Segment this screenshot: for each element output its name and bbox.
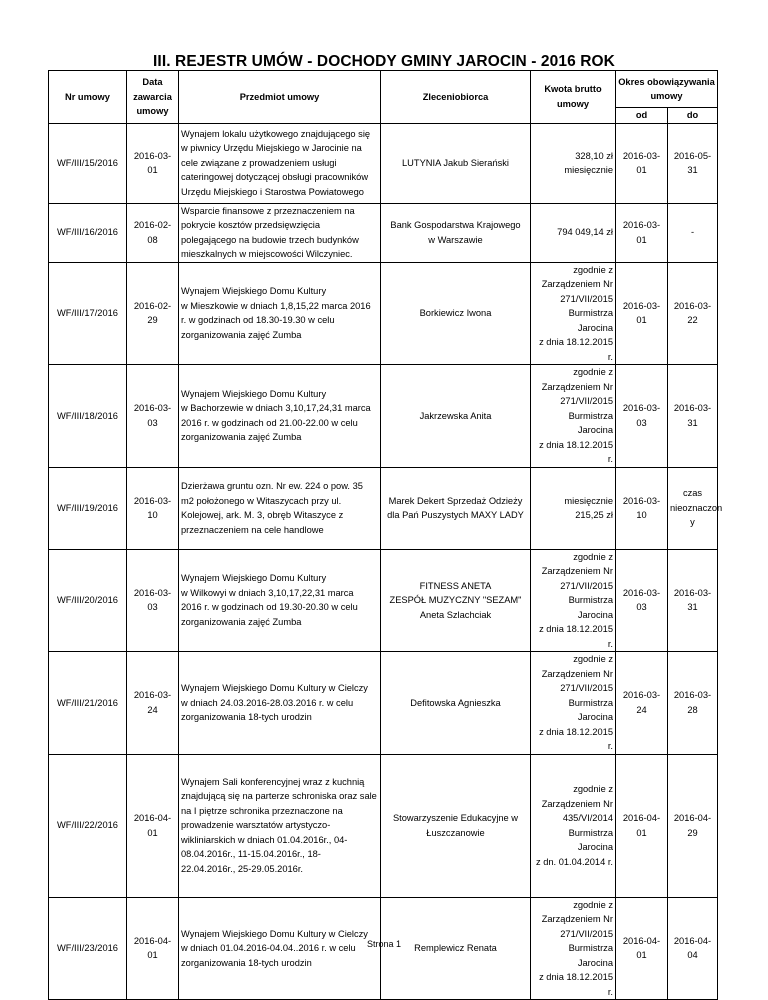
cell-from: 2016-03-10 [616,467,668,549]
table-row [49,549,718,652]
cell-amount: 794 049,14 zł [531,203,616,262]
header-nr: Nr umowy [49,71,127,124]
cell-date: 2016-03-03 [127,365,179,468]
cell-contractor: LUTYNIA Jakub Sierański [381,123,531,203]
cell-nr: WF/III/18/2016 [49,365,127,468]
cell-subject: Wynajem Wiejskiego Domu Kultury w Wilkowyi w dniach 3,10,17,22,31 marca 2016 r. w godzinach od 19.30-20.30 w celu zorganizowania zajęć Zumba [179,549,381,652]
cell-to: czas nieoznaczon y [668,467,718,549]
cell-date: 2016-03-24 [127,652,179,755]
cell-amount: zgodnie z Zarządzeniem Nr 271/VII/2015 Burmistrza Jarocina z dnia 18.12.2015 r. [531,549,616,652]
cell-from: 2016-03-24 [616,652,668,755]
cell-from: 2016-04-01 [616,754,668,897]
cell-from: 2016-03-01 [616,262,668,365]
page-title: III. REJESTR UMÓW - DOCHODY GMINY JAROCIN - 2016 ROK [153,53,615,70]
cell-nr: WF/III/16/2016 [49,203,127,262]
cell-nr: WF/III/15/2016 [49,123,127,203]
cell-amount: zgodnie z Zarządzeniem Nr 271/VII/2015 Burmistrza Jarocina z dnia 18.12.2015 r. [531,897,616,1000]
header-from: od [616,108,668,124]
cell-to: 2016-04-29 [668,754,718,897]
table-row [49,203,718,262]
header-amount: Kwota brutto umowy [531,71,616,124]
header-period: Okres obowiązywania umowy [616,71,718,108]
cell-amount: zgodnie z Zarządzeniem Nr 435/VI/2014 Burmistrza Jarocina z dn. 01.04.2014 r. [531,754,616,897]
cell-from: 2016-03-03 [616,365,668,468]
page-footer: Strona 1 [366,939,402,949]
table-row [49,365,718,468]
cell-to: 2016-03-28 [668,652,718,755]
cell-date: 2016-04-01 [127,897,179,1000]
cell-date: 2016-02-08 [127,203,179,262]
cell-contractor: Marek Dekert Sprzedaż Odzieży dla Pań Puszystych MAXY LADY [381,467,531,549]
cell-contractor: Bank Gospodarstwa Krajowego w Warszawie [381,203,531,262]
cell-contractor: Remplewicz Renata [381,897,531,1000]
table-row [49,123,718,203]
cell-contractor: Stowarzyszenie Edukacyjne w Łuszczanowie [381,754,531,897]
cell-nr: WF/III/21/2016 [49,652,127,755]
cell-to: - [668,203,718,262]
cell-date: 2016-04-01 [127,754,179,897]
cell-amount: zgodnie z Zarządzeniem Nr 271/VII/2015 Burmistrza Jarocina z dnia 18.12.2015 r. [531,652,616,755]
cell-nr: WF/III/23/2016 [49,897,127,1000]
header-to: do [668,108,718,124]
cell-date: 2016-02-29 [127,262,179,365]
cell-subject: Wynajem Wiejskiego Domu Kultury w Mieszkowie w dniach 1,8,15,22 marca 2016 r. w godzinach od 18.30-19.30 w celu zorganizowania zajęć Zumba [179,262,381,365]
cell-to: 2016-03-22 [668,262,718,365]
cell-date: 2016-03-01 [127,123,179,203]
contracts-table [48,70,723,1000]
cell-nr: WF/III/22/2016 [49,754,127,897]
cell-amount: miesięcznie 215,25 zł [531,467,616,549]
cell-nr: WF/III/20/2016 [49,549,127,652]
cell-to: 2016-05-31 [668,123,718,203]
cell-subject: Wynajem Wiejskiego Domu Kultury w Cielczy w dniach 01.04.2016-04.04..2016 r. w celu zorganizowania 18-tych urodzin [179,897,381,1000]
cell-date: 2016-03-10 [127,467,179,549]
cell-from: 2016-03-03 [616,549,668,652]
cell-subject: Wynajem Wiejskiego Domu Kultury w Bachorzewie w dniach 3,10,17,24,31 marca 2016 r. w godzinach od 21.00-22.00 w celu zorganizowania zajęć Zumba [179,365,381,468]
header-date: Data zawarcia umowy [127,71,179,124]
cell-to: 2016-04-04 [668,897,718,1000]
cell-to: 2016-03-31 [668,365,718,468]
cell-contractor: Jakrzewska Anita [381,365,531,468]
header-subject: Przedmiot umowy [179,71,381,124]
cell-amount: zgodnie z Zarządzeniem Nr 271/VII/2015 Burmistrza Jarocina z dnia 18.12.2015 r. [531,262,616,365]
table-row [49,262,718,365]
cell-contractor: Borkiewicz Iwona [381,262,531,365]
cell-subject: Wsparcie finansowe z przeznaczeniem na pokrycie kosztów przedsięwzięcia polegającego na budowie trzech budynków mieszkalnych w miejscowości Wilczyniec. [179,203,381,262]
cell-nr: WF/III/17/2016 [49,262,127,365]
cell-from: 2016-03-01 [616,123,668,203]
cell-amount: 328,10 zł miesięcznie [531,123,616,203]
cell-to: 2016-03-31 [668,549,718,652]
table-row [49,754,718,897]
cell-from: 2016-04-01 [616,897,668,1000]
cell-subject: Wynajem Sali konferencyjnej wraz z kuchnią znajdującą się na parterze schroniska oraz sale na I piętrze schronika przeznaczone na prowadzenie warsztatów artystyczo- wikliniarskich w dniach 01.04.2016r., 04- 08.04.2016r., 11-15.04.2016r., 18- 22.04.2016r., 25-29.05.2016r. [179,754,381,897]
cell-subject: Wynajem lokalu użytkowego znajdującego się w piwnicy Urzędu Miejskiego w Jarocinie na cele związane z prowadzeniem usługi cateringowej dotyczącej obsługi pracowników Urzędu Miejskiego i Starostwa Powiatowego [179,123,381,203]
cell-amount: zgodnie z Zarządzeniem Nr 271/VII/2015 Burmistrza Jarocina z dnia 18.12.2015 r. [531,365,616,468]
table-row [49,652,718,755]
cell-subject: Wynajem Wiejskiego Domu Kultury w Cielczy w dniach 24.03.2016-28.03.2016 r. w celu zorganizowania 18-tych urodzin [179,652,381,755]
cell-subject: Dzierżawa gruntu ozn. Nr ew. 224 o pow. 35 m2 położonego w Witaszycach przy ul. Kolejowej, ark. M. 3, obręb Witaszyce z przeznaczeniem na cele handlowe [179,467,381,549]
cell-date: 2016-03-03 [127,549,179,652]
cell-contractor: FITNESS ANETA ZESPÓŁ MUZYCZNY "SEZAM" Aneta Szlachciak [381,549,531,652]
header-contractor: Zleceniobiorca [381,71,531,124]
cell-contractor: Defitowska Agnieszka [381,652,531,755]
cell-from: 2016-03-01 [616,203,668,262]
table-row [49,467,718,549]
cell-nr: WF/III/19/2016 [49,467,127,549]
